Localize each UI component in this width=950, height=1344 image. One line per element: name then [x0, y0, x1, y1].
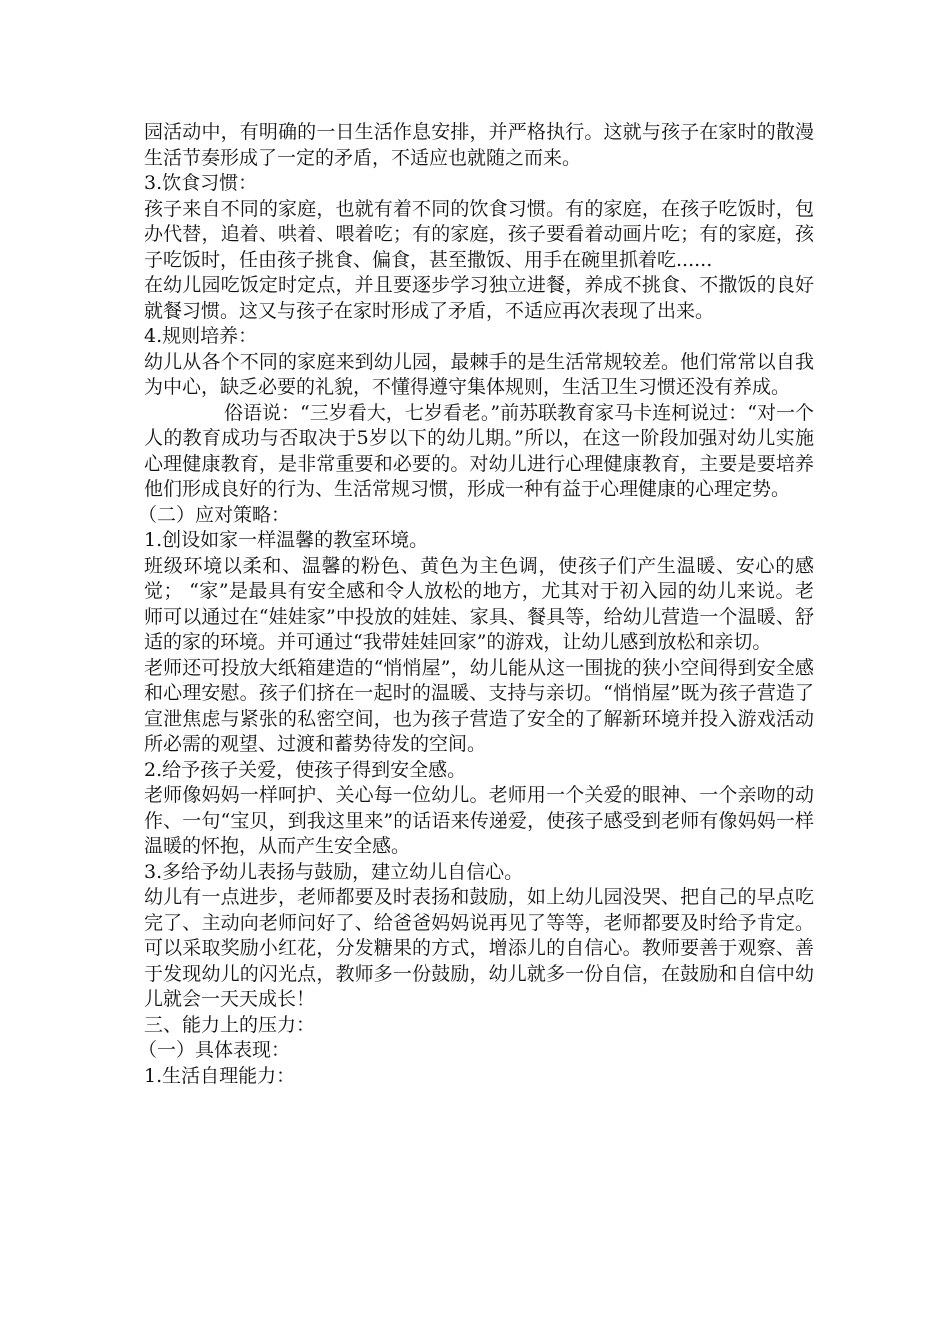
paragraph-routine-conflict: 园活动中，有明确的一日生活作息安排，并严格执行。这就与孩子在家时的散漫生活节奏形成了一定的矛盾，不适应也就随之而来。 [144, 121, 814, 169]
heading-eating-habits: 3.饮食习惯： [144, 172, 258, 194]
paragraph-rule-training: 幼儿从各个不同的家庭来到幼儿园，最棘手的是生活常规较差。他们常常以自我为中心，缺乏必要的礼貌，不懂得遵守集体规则，生活卫生习惯还没有养成。 [144, 350, 814, 398]
heading-self-care-ability: 1.生活自理能力： [144, 1064, 296, 1087]
paragraph-proverb: 俗语说：“三岁看大，七岁看老。”前苏联教育家马卡连柯说过：“对一个人的教育成功与否取决于5岁以下的幼儿期。”所以，在这一阶段加强对幼儿实施心理健康教育，是非常重要和必要的。对幼儿进行心理健康教育，主要是要培养他们形成良好的行为、生活常规习惯，形成一种有益于心理健康的心理定势。 [144, 401, 814, 500]
paragraph-teacher-care: 老师像妈妈一样呵护、关心每一位幼儿。老师用一个关爱的眼神、一个亲吻的动作、一句“宝贝，到我这里来”的话语来传递爱，使孩子感受到老师有像妈妈一样温暖的怀抱，从而产生安全感。 [144, 784, 814, 857]
paragraph-class-environment: 班级环境以柔和、温馨的粉色、黄色为主色调，使孩子们产生温暖、安心的感觉； “家”是最具有安全感和令人放松的地方，尤其对于初入园的幼儿来说。老师可以通过在“娃娃家”中投放的娃娃、家具、餐具等，给幼儿营造一个温暖、舒适的家的环境。并可通过“我带娃娃回家”的游戏，让幼儿感到放松和亲切。 [144, 554, 814, 653]
heading-ability-pressure: 三、能力上的压力： [144, 1013, 316, 1036]
paragraph-eating-at-kindergarten: 在幼儿园吃饭定时定点，并且要逐步学习独立进餐，养成不挑食、不撒饭的良好就餐习惯。这又与孩子在家时形成了矛盾，不适应再次表现了出来。 [144, 274, 814, 322]
paragraph-eating-at-home: 孩子来自不同的家庭，也就有着不同的饮食习惯。有的家庭，在孩子吃饭时，包办代替，追着、哄着、喂着吃；有的家庭，孩子要看着动画片吃；有的家庭，孩子吃饭时，任由孩子挑食、偏食，甚至撒饭、用手在碗里抓着吃...... [144, 197, 814, 271]
heading-strategy-environment: 1.创设如家一样温馨的教室环境。 [144, 529, 429, 551]
heading-rule-training: 4.规则培养： [144, 325, 258, 347]
document-body [138, 120, 814, 1089]
heading-strategy-care: 2.给予孩子关爱，使孩子得到安全感。 [144, 758, 467, 781]
heading-strategy-praise: 3.多给予幼儿表扬与鼓励，建立幼儿自信心。 [144, 860, 524, 883]
heading-specific-performance: （一）具体表现： [138, 1039, 291, 1061]
paragraph-quiet-house: 老师还可投放大纸箱建造的“悄悄屋”，幼儿能从这一围拢的狭小空间得到安全感和心理安慰。孩子们挤在一起时的温暖、支持与亲切。“悄悄屋”既为孩子营造了宣泄焦虑与紧张的私密空间，也为孩子营造了安全的了解新环境并投入游戏活动所必需的观望、过渡和蓄势待发的空间。 [144, 656, 814, 755]
paragraph-praise: 幼儿有一点进步，老师都要及时表扬和鼓励，如上幼儿园没哭、把自己的早点吃完了、主动向老师问好了、给爸爸妈妈说再见了等等，老师都要及时给予肯定。可以采取奖励小红花，分发糖果的方式，增添儿的自信心。教师要善于观察、善于发现幼儿的闪光点，教师多一份鼓励，幼儿就多一份自信，在鼓励和自信中幼儿就会一天天成长！ [144, 886, 814, 1010]
heading-strategies: （二）应对策略： [138, 503, 291, 526]
